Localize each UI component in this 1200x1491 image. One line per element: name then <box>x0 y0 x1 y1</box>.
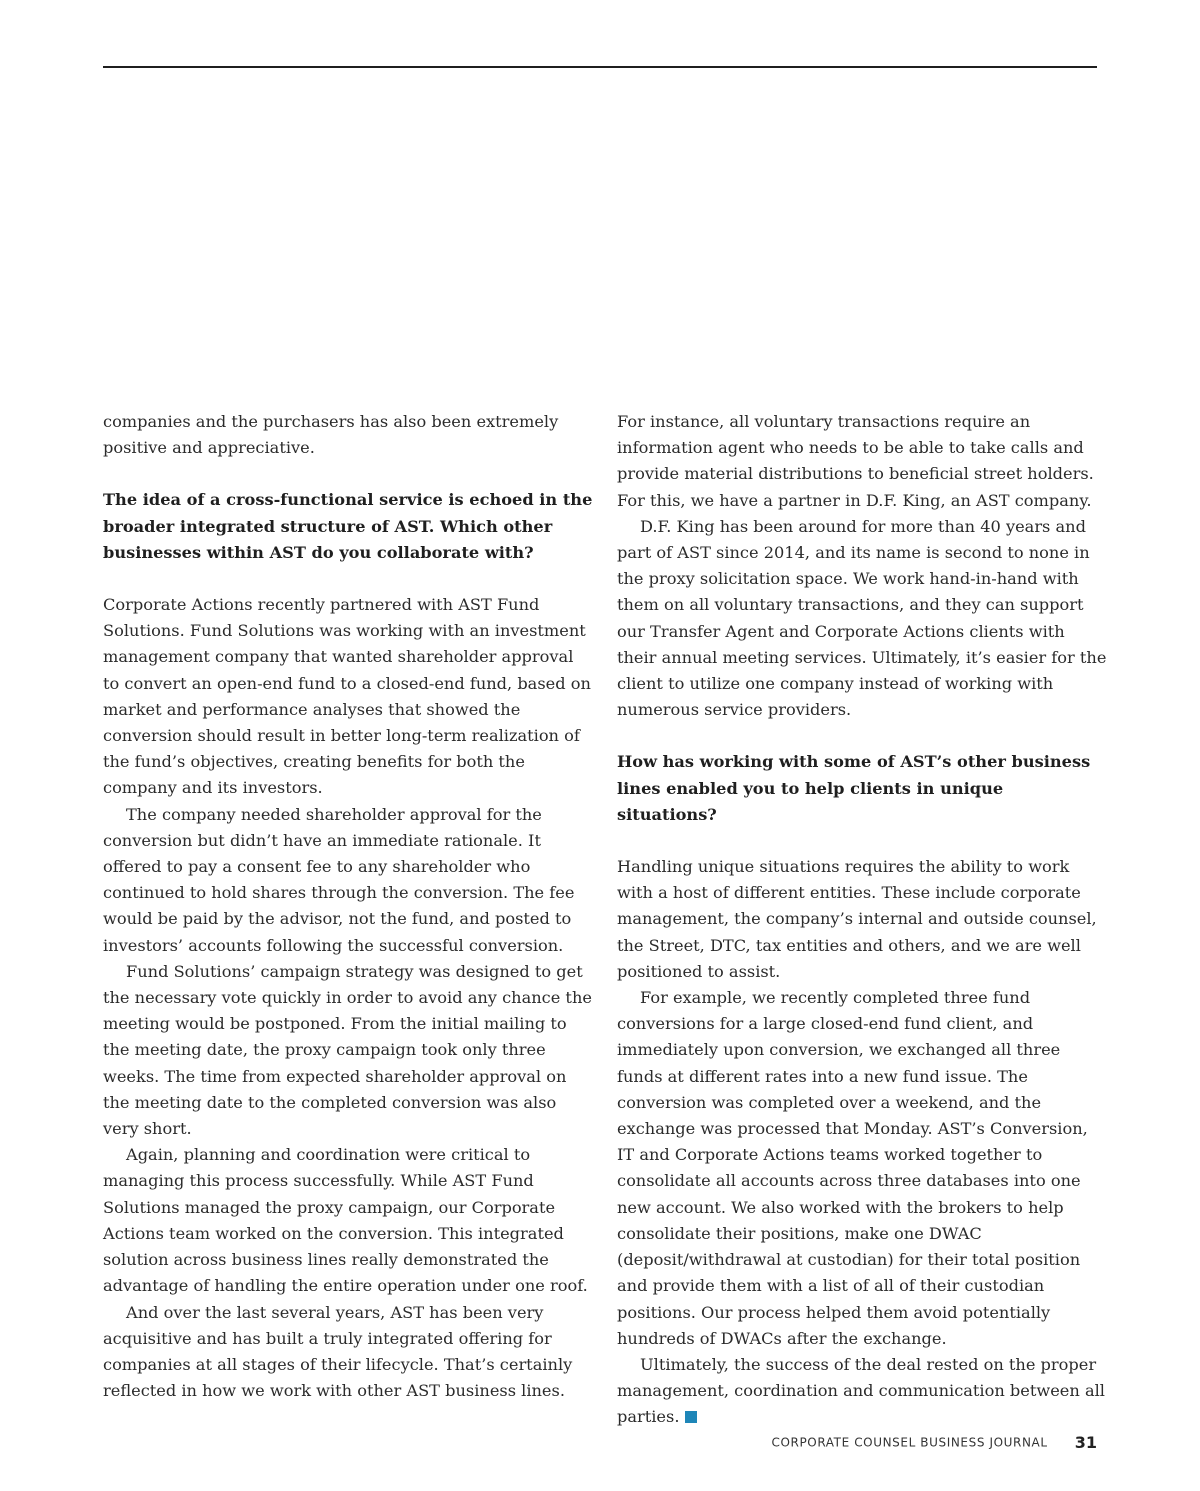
body-paragraph: The company needed shareholder approval for the conversion but didn’t have an immediate rationale. It offered to pay a consent fee to any shareholder who continued to hold shares through the conversion. The fee would be paid by the advisor, not the fund, and posted to investors’ accounts following the successful conversion. <box>103 804 575 955</box>
body-paragraph: Handling unique situations requires the ability to work with a host of different entities. These include corporate management, the company’s internal and outside counsel, the Street, DTC, tax entities and others, and we are well positioned to assist. <box>617 857 1097 981</box>
end-of-article-square-icon <box>685 1411 697 1423</box>
right-column <box>617 409 1107 1431</box>
page-footer <box>700 1432 1097 1452</box>
question-heading-2: How has working with some of AST’s other business lines enabled you to help clients in unique situations? <box>617 752 1091 824</box>
question-heading-1: The idea of a cross-functional service is echoed in the broader integrated structure of AST. Which other businesses within AST do you collaborate with? <box>103 490 593 562</box>
journal-name: CORPORATE COUNSEL BUSINESS JOURNAL <box>771 1435 1048 1450</box>
body-paragraph: For example, we recently completed three fund conversions for a large closed-end fund client, and immediately upon conversion, we exchanged all three funds at different rates into a new fund issue. The conversion was completed over a weekend, and the exchange was processed that Monday. AST’s Conversion, IT and Corporate Actions teams worked together to consolidate all accounts across three databases into one new account. We also worked with the brokers to help consolidate their positions, make one DWAC (deposit/withdrawal at custodian) for their total position and provide them with a list of all of their custodian positions. Our process helped them avoid potentially hundreds of DWACs after the exchange. <box>617 988 1088 1348</box>
body-paragraph: And over the last several years, AST has been very acquisitive and has built a truly integrated offering for companies at all stages of their lifecycle. That’s certainly reflected in how we work with other AST business lines. <box>103 1302 573 1401</box>
body-paragraph: Again, planning and coordination were critical to managing this process successfully. While AST Fund Solutions managed the proxy campaign, our Corporate Actions team worked on the conversion. This integrated solution across business lines really demonstrated the advantage of handling the entire operation under one roof. <box>103 1145 588 1296</box>
body-paragraph: Fund Solutions’ campaign strategy was designed to get the necessary vote quickly in order to avoid any chance the meeting would be postponed. From the initial mailing to the meeting date, the proxy campaign took only three weeks. The time from expected shareholder approval on the meeting date to the completed conversion was also very short. <box>103 961 592 1139</box>
left-column <box>103 409 593 1404</box>
page-number: 31 <box>1074 1433 1097 1452</box>
header-rule <box>103 66 1097 68</box>
body-paragraph: D.F. King has been around for more than 40 years and part of AST since 2014, and its name is second to none in the proxy solicitation space. We work hand-in-hand with them on all voluntary transactions, and they can support our Transfer Agent and Corporate Actions clients with their annual meeting services. Ultimately, it’s easier for the client to utilize one company instead of working with numerous service providers. <box>617 516 1107 720</box>
body-paragraph: Corporate Actions recently partnered with AST Fund Solutions. Fund Solutions was working with an investment management company that wanted shareholder approval to convert an open-end fund to a closed-end fund, based on market and performance analyses that showed the conversion should result in better long-term realization of the fund’s objectives, creating benefits for both the company and its investors. <box>103 595 591 798</box>
closing-paragraph <box>617 1352 1107 1431</box>
intro-paragraph: companies and the purchasers has also been extremely positive and appreciative. <box>103 412 559 458</box>
body-paragraph: For instance, all voluntary transactions require an information agent who needs to be able to take calls and provide material distributions to beneficial street holders. For this, we have a partner in D.F. King, an AST company. <box>617 412 1094 510</box>
closing-paragraph-text: Ultimately, the success of the deal rested on the proper management, coordination and communication between all parties. <box>617 1354 1105 1427</box>
